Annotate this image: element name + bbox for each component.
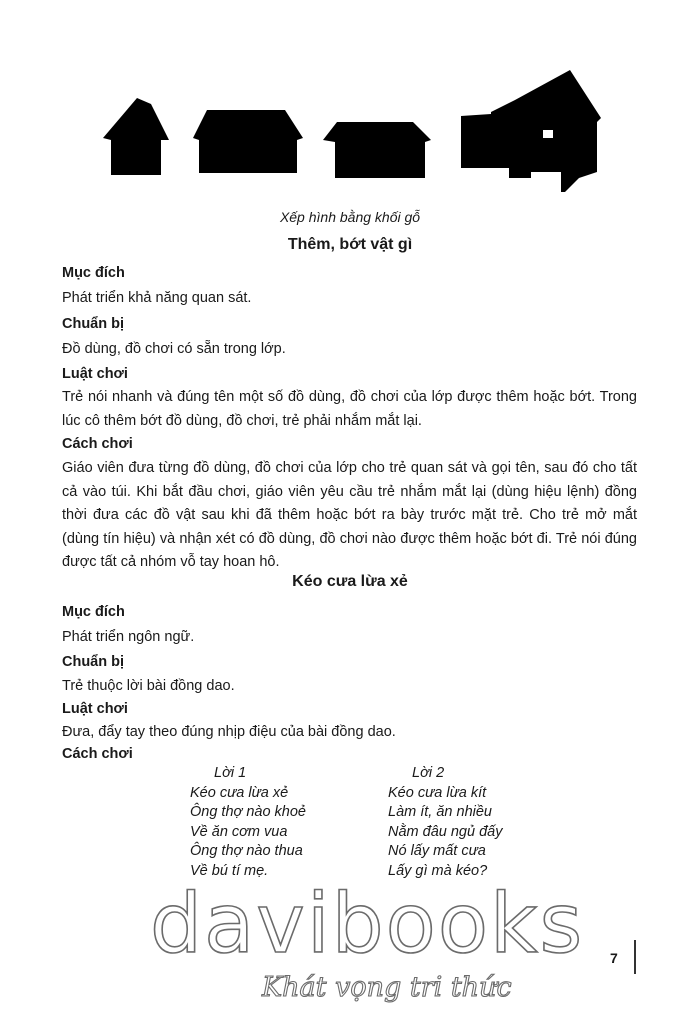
page-number: 7 [610,950,618,966]
verse-1-line: Ông thợ nào thua [190,843,303,859]
watermark-brand: davibooks [150,877,585,972]
game2-howto-heading: Cách chơi [62,746,133,762]
page-number-divider [634,940,636,974]
verse-2-line: Làm ít, ăn nhiều [388,804,492,820]
game2-rules-text: Đưa, đẩy tay theo đúng nhịp điệu của bài đồng dao. [62,724,396,740]
verse-2-line: Nằm đâu ngủ đấy [388,823,503,840]
game1-howto-heading: Cách chơi [62,436,133,452]
verse-1-line: Kéo cưa lừa xẻ [190,784,289,801]
game1-rules-text: Trẻ nói nhanh và đúng tên một số đồ dùng, đồ chơi của lớp được thêm hoặc bớt. Trong lúc cô thêm bớt đồ dùng, đồ chơi, trẻ phải nhắm mắt lại. [62,389,637,429]
game1-prep-text: Đồ dùng, đồ chơi có sẵn trong lớp. [62,341,286,357]
game2-prep-text: Trẻ thuộc lời bài đồng dao. [62,678,235,694]
verse-2-line: Nó lấy mất cưa [388,843,486,859]
game2-rules-heading: Luật chơi [62,701,128,717]
verse-2-line: Lấy gì mà kéo? [388,862,488,879]
verse-1 [190,764,306,881]
block-house-2 [193,110,303,173]
block-house-4 [461,70,601,192]
block-house-3 [323,122,431,178]
game1-title: Thêm, bớt vật gì [287,236,413,253]
block-house-4-window [543,130,553,138]
verse-2-title: Lời 2 [412,765,445,781]
game1-purpose-text: Phát triển khả năng quan sát. [62,290,252,306]
watermark-slogan: Khát vọng tri thức [262,972,512,1003]
block-house-1 [103,98,169,175]
game2-prep-heading: Chuẩn bị [62,654,125,670]
verse-1-line: Về ăn cơm vua [190,823,288,840]
game2-purpose-text: Phát triển ngôn ngữ. [62,629,195,645]
verse-1-line: Về bú tí mẹ. [190,862,269,879]
figure-caption: Xếp hình bằng khối gỗ [279,209,421,225]
game1-rules-heading: Luật chơi [62,366,128,382]
verse-1-title: Lời 1 [214,765,247,781]
game1-purpose-heading: Mục đích [62,265,125,281]
verse-1-line: Ông thợ nào khoẻ [190,804,306,820]
game1-howto-text: Giáo viên đưa từng đồ dùng, đồ chơi của lớp cho trẻ quan sát và gọi tên, sau đó cho tất cả vào túi. Khi bắt đầu chơi, giáo viên yêu cầu trẻ nhắm mắt lại (dùng hiệu lệnh) đồng thời đưa các đồ vật sau khi đã thêm hoặc bớt ra bày trước mặt trẻ. Cho trẻ mở mắt (dùng tín hiệu) và nhận xét có đồ dùng, đồ chơi nào được thêm hoặc bớt đi. Trẻ nói đúng được tất cả nhóm vỗ tay hoan hô. [62,460,637,570]
verse-2 [388,764,502,881]
game2-title: Kéo cưa lừa xẻ [292,573,408,590]
game1-prep-heading: Chuẩn bị [62,316,125,332]
verse-2-line: Kéo cưa lừa kít [388,784,487,801]
wooden-blocks-illustration [95,60,605,200]
game2-purpose-heading: Mục đích [62,604,125,620]
